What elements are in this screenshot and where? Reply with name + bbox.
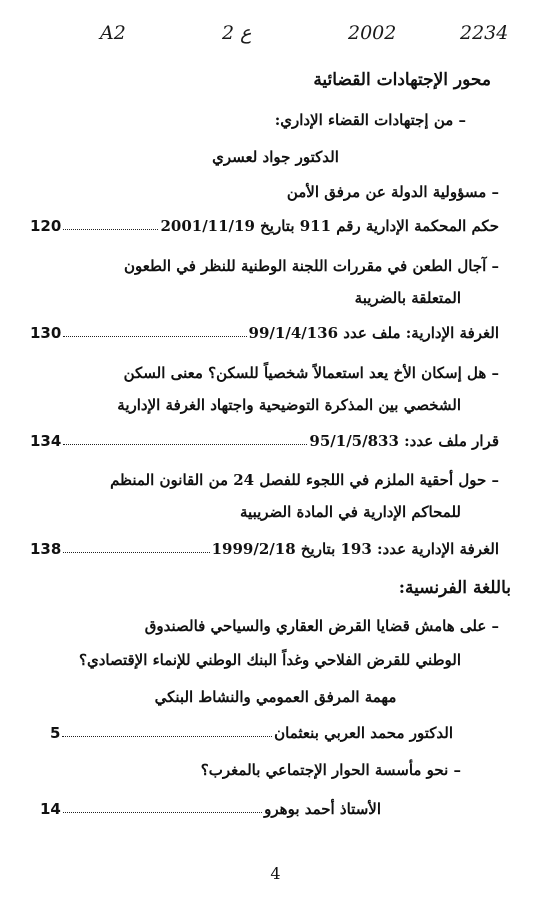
author-jawad: الدكتور جواد لعسري xyxy=(212,148,339,166)
dot-leader xyxy=(63,812,262,813)
item-article24-line1: – حول أحقية الملزم في اللجوء للفصل 24 من القانون المنظم xyxy=(110,471,499,489)
handwritten-note-number: 2234 xyxy=(460,22,509,44)
section-heading: محور الإجتهادات القضائية xyxy=(313,70,491,90)
toc-page-2: 130 xyxy=(30,324,62,342)
toc-page-5: 5 xyxy=(50,724,61,742)
toc-page-1: 120 xyxy=(30,217,62,235)
admin-subheading: – من إجتهادات القضاء الإداري: xyxy=(274,111,466,129)
toc-entry-2 xyxy=(30,320,499,342)
item-housing-line1: – هل إسكان الأخ يعد استعمالاً شخصياً للسكن؟ معنى السكن xyxy=(123,364,499,382)
toc-entry-3 xyxy=(30,428,499,450)
toc-ref-2: الغرفة الإدارية: ملف عدد 99/1/4/136 xyxy=(248,324,499,342)
handwritten-note-year: 2002 xyxy=(348,22,397,44)
toc-page-6: 14 xyxy=(40,800,61,818)
french-section-heading: باللغة الفرنسية: xyxy=(398,578,511,598)
item-state-liability: – مسؤولية الدولة عن مرفق الأمن xyxy=(286,183,499,201)
item-credit-subtitle: مهمة المرفق العمومي والنشاط البنكي xyxy=(154,688,397,706)
item-housing-line2: الشخصي بين المذكرة التوضيحية واجتهاد الغرفة الإدارية xyxy=(117,396,461,414)
item-credit-line2: الوطني للقرض الفلاحي وغداً البنك الوطني للإنماء الإقتصادي؟ xyxy=(79,651,461,669)
toc-page-4: 138 xyxy=(30,540,62,558)
toc-entry-4 xyxy=(30,536,499,558)
item-appeal-deadlines-line1: – آجال الطعن في مقررات اللجنة الوطنية للنظر في الطعون xyxy=(123,257,499,275)
toc-ref-1: حكم المحكمة الإدارية رقم 911 بتاريخ 2001/11/19 xyxy=(160,217,499,235)
toc-entry-6 xyxy=(40,796,381,818)
toc-entry-5 xyxy=(50,720,453,742)
toc-entry-1 xyxy=(30,213,499,235)
toc-ref-6: الأستاذ أحمد بوهرو xyxy=(264,800,381,818)
dot-leader xyxy=(63,229,158,230)
handwritten-note-a2: A2 xyxy=(100,22,126,44)
page-number: 4 xyxy=(270,864,281,883)
toc-ref-5: الدكتور محمد العربي بنعثمان xyxy=(274,724,453,742)
item-credit-line1: – على هامش قضايا القرض العقاري والسياحي فالصندوق xyxy=(144,617,499,635)
dot-leader xyxy=(63,444,307,445)
dot-leader xyxy=(62,736,272,737)
toc-ref-4: الغرفة الإدارية عدد: 193 بتاريخ 1999/2/18 xyxy=(211,540,499,558)
item-social-dialogue: – نحو مأسسة الحوار الإجتماعي بالمغرب؟ xyxy=(200,761,461,779)
item-article24-line2: للمحاكم الإدارية في المادة الضريبية xyxy=(240,503,461,521)
dot-leader xyxy=(63,552,209,553)
handwritten-note-2: 2 ع xyxy=(222,22,252,44)
toc-page-3: 134 xyxy=(30,432,62,450)
item-appeal-deadlines-line2: المتعلقة بالضريبة xyxy=(354,289,461,307)
toc-ref-3: قرار ملف عدد: 95/1/5/833 xyxy=(309,432,499,450)
dot-leader xyxy=(63,336,246,337)
